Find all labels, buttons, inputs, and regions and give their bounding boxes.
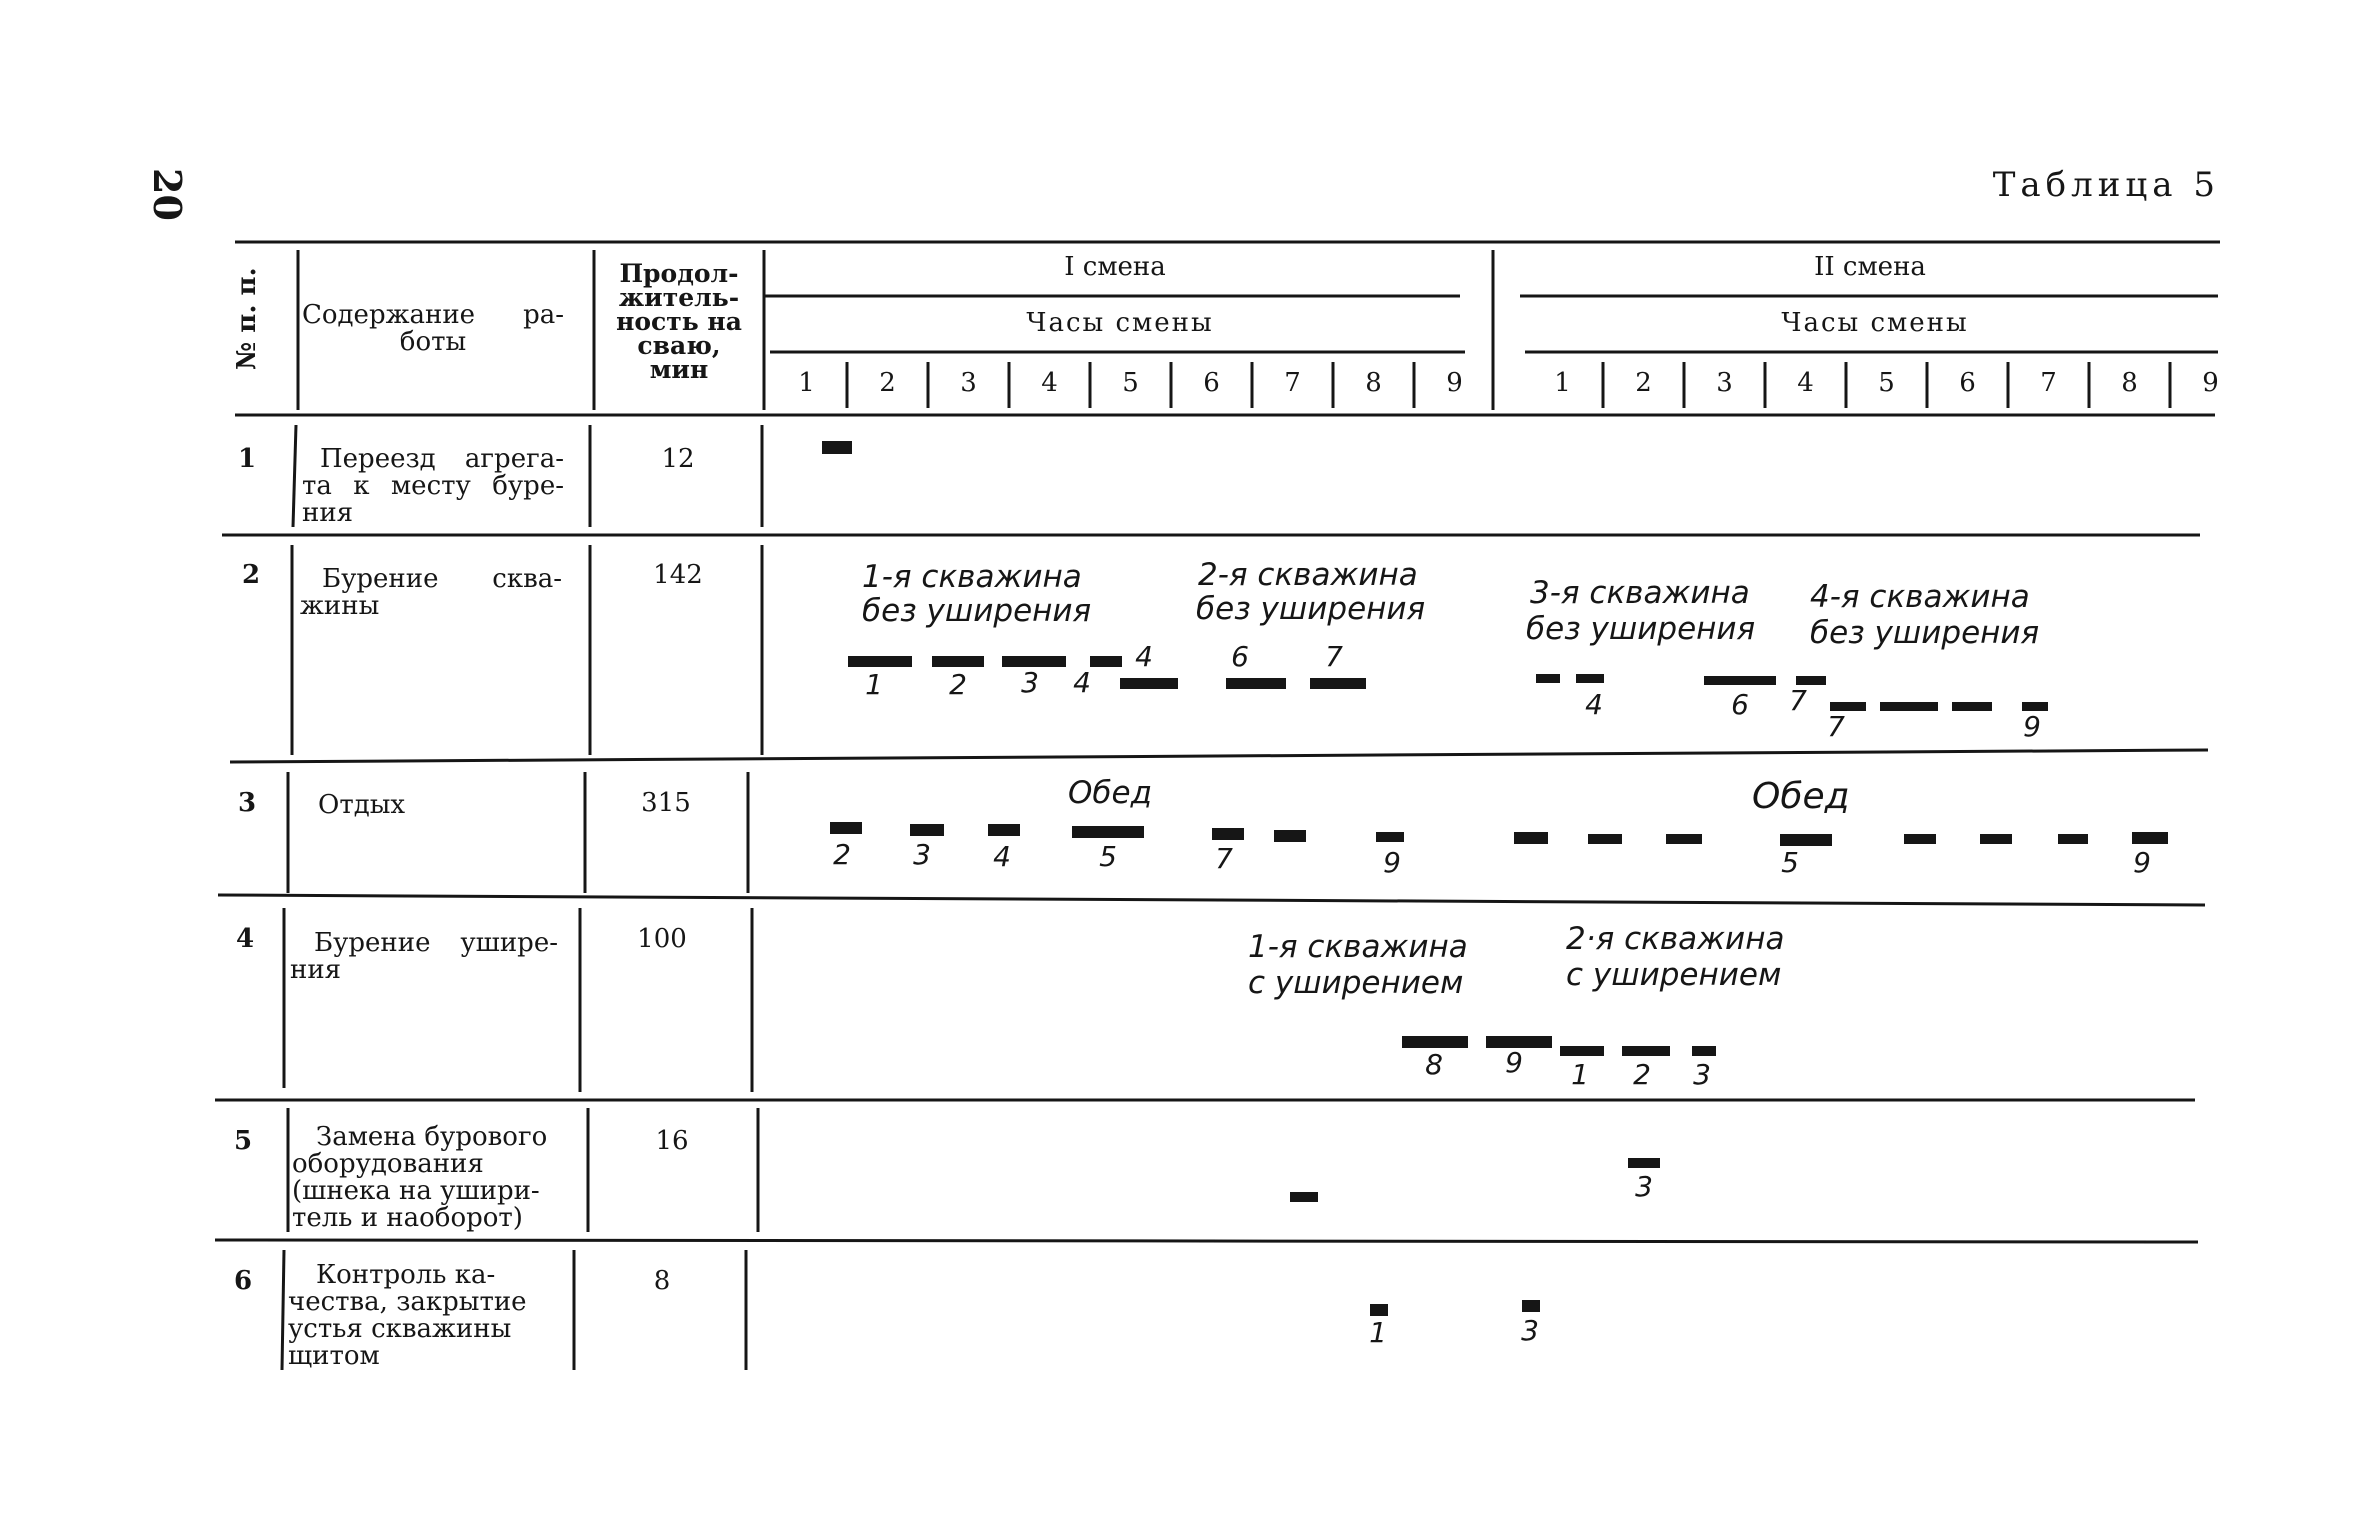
- timeline-bar: [822, 441, 852, 454]
- annotation-with-widening-2: с уширением: [1566, 957, 1782, 993]
- row-4-num: 4: [236, 924, 255, 954]
- hour-cell-shift1-1: 1: [798, 368, 815, 398]
- timeline-bar: [1370, 1304, 1388, 1316]
- timeline-bar: [1666, 834, 1702, 844]
- timeline-mark-r2: 6: [1231, 640, 1249, 673]
- row-3-num: 3: [238, 788, 257, 818]
- timeline-mark-r3: 2: [833, 838, 851, 871]
- hour-cell-shift2-9: 9: [2202, 368, 2219, 398]
- row-6-content-line-3: устья скважины: [288, 1314, 512, 1344]
- timeline-bar: [2058, 834, 2088, 844]
- timeline-bar: [2132, 832, 2168, 844]
- timeline-mark-r2: 7: [1789, 684, 1807, 717]
- annotation-well-3-plain: 3-я скважина: [1530, 575, 1750, 611]
- row-5-content-line-2: оборудования: [292, 1149, 484, 1179]
- hour-cell-shift2-8: 8: [2121, 368, 2138, 398]
- timeline-bar: [1952, 702, 1992, 711]
- row-5-content-line-1: Замена бурового: [316, 1122, 548, 1152]
- timeline-bar: [1514, 832, 1548, 844]
- timeline-mark-r2: 7: [1325, 640, 1343, 673]
- row-4-content-line-2: ния: [290, 955, 342, 985]
- timeline-bar: [1880, 702, 1938, 711]
- row-6-duration: 8: [653, 1266, 671, 1296]
- row-6-content-line-2: чества, закрытие: [288, 1287, 527, 1317]
- timeline-bar: [1274, 830, 1306, 842]
- timeline-bar: [1226, 678, 1286, 689]
- timeline-mark-r2: 2: [949, 668, 967, 701]
- timeline-mark-r2: 4: [1585, 688, 1603, 721]
- hour-cell-shift2-1: 1: [1554, 368, 1571, 398]
- row-1-content: [302, 446, 564, 527]
- annotation-no-widening-4: без уширения: [1810, 615, 2040, 651]
- row-2-content-line-2: жины: [300, 591, 380, 621]
- header-shift-1: I смена: [1064, 252, 1166, 282]
- row-3-content: [318, 792, 558, 819]
- timeline-bar: [1536, 674, 1560, 683]
- row-5-content-line-3: (шнека на ушири-: [292, 1176, 540, 1206]
- timeline-mark-r3: 9: [1383, 846, 1401, 879]
- row-5-content: [292, 1124, 564, 1232]
- timeline-bar: [1290, 1192, 1318, 1202]
- header-duration-line-1: Продол-: [619, 259, 739, 288]
- row-1-content-line-2: та к месту буре-: [302, 471, 564, 501]
- timeline-mark-r2: 3: [1021, 666, 1039, 699]
- header-duration-line-3: ность на: [616, 307, 742, 336]
- row-4-content: [290, 930, 558, 984]
- header-content-line-1: Содержание ра-: [302, 300, 564, 330]
- timeline-mark-r4: 9: [1505, 1046, 1523, 1079]
- timeline-bar: [1576, 674, 1604, 683]
- hour-cell-shift2-6: 6: [1959, 368, 1976, 398]
- header-duration-line-5: мин: [649, 355, 709, 384]
- annotation-well-4-plain: 4-я скважина: [1810, 579, 2030, 615]
- timeline-bar: [1402, 1036, 1468, 1048]
- table-title: Таблица 5: [1992, 165, 2220, 205]
- timeline-bar: [1622, 1046, 1670, 1056]
- hour-cell-shift1-6: 6: [1203, 368, 1220, 398]
- timeline-mark-r3: 5: [1099, 840, 1117, 873]
- timeline-mark-r5: 3: [1635, 1170, 1653, 1203]
- row-2-content-line-1: Бурение сква-: [322, 564, 562, 594]
- row-5-num: 5: [234, 1126, 253, 1156]
- annotation-no-widening-2: без уширения: [1196, 591, 1426, 627]
- header-hours-label-2: Часы смены: [1781, 308, 1969, 338]
- annotation-no-widening-1: без уширения: [862, 593, 1092, 629]
- timeline-mark-r3: 5: [1781, 846, 1799, 879]
- timeline-mark-r2: 7: [1827, 710, 1845, 743]
- hour-cell-shift2-2: 2: [1635, 368, 1652, 398]
- header-num: № п. п.: [232, 267, 262, 370]
- timeline-bar: [1560, 1046, 1604, 1056]
- row-4-duration: 100: [637, 924, 687, 954]
- hour-cell-shift2-5: 5: [1878, 368, 1895, 398]
- timeline-bar: [988, 824, 1020, 836]
- header-duration-line-2: житель-: [618, 283, 740, 312]
- row-6-num: 6: [234, 1266, 253, 1296]
- row-6-content-line-4: щитом: [288, 1341, 380, 1371]
- timeline-mark-r3: 4: [993, 840, 1011, 873]
- row-5-content-line-4: тель и наоборот): [292, 1203, 523, 1233]
- timeline-bar: [1072, 826, 1144, 838]
- timeline-mark-r4: 3: [1693, 1058, 1711, 1091]
- timeline-bar: [1704, 676, 1776, 685]
- timeline-bar: [848, 656, 912, 667]
- timeline-mark-r6: 3: [1521, 1314, 1539, 1347]
- row-1-content-line-3: ния: [302, 498, 354, 528]
- timeline-bar: [830, 822, 862, 834]
- row-5-duration: 16: [655, 1126, 689, 1156]
- page-number: 20: [145, 168, 190, 221]
- header-duration-line-4: сваю,: [637, 331, 721, 360]
- row-rule-3: [218, 895, 2205, 905]
- row-rule-5: [215, 1240, 2198, 1242]
- hour-cell-shift1-3: 3: [960, 368, 977, 398]
- row-1-duration: 12: [661, 444, 695, 474]
- hour-cell-shift1-8: 8: [1365, 368, 1382, 398]
- annotation-lunch-2: Обед: [1752, 776, 1850, 817]
- row6-col-rule-a: [282, 1250, 284, 1370]
- timeline-bar: [910, 824, 944, 836]
- row-2-num: 2: [242, 560, 261, 590]
- timeline-bar: [1980, 834, 2012, 844]
- hour-cell-shift1-5: 5: [1122, 368, 1139, 398]
- hour-cell-shift2-3: 3: [1716, 368, 1733, 398]
- timeline-bar: [1310, 678, 1366, 689]
- annotation-lunch-1: Обед: [1068, 775, 1153, 811]
- hour-cell-shift1-9: 9: [1446, 368, 1463, 398]
- row1-col-rule-a: [293, 425, 296, 527]
- timeline-bar: [1120, 678, 1178, 689]
- row-3-duration: 315: [641, 788, 691, 818]
- header-duration: [600, 259, 758, 384]
- timeline-bar: [1212, 828, 1244, 840]
- timeline-bar: [1904, 834, 1936, 844]
- row-4-content-line-1: Бурение ушире-: [314, 928, 558, 958]
- hour-cell-shift1-4: 4: [1041, 368, 1058, 398]
- row-rule-2: [230, 750, 2208, 762]
- timeline-bar: [1522, 1300, 1540, 1312]
- annotation-well-2-wide: 2·я скважина: [1566, 921, 1785, 957]
- timeline-mark-r4: 8: [1425, 1048, 1443, 1081]
- row-2-content: [300, 566, 562, 620]
- hour-cell-shift2-7: 7: [2040, 368, 2057, 398]
- row-3-content-line-1: Отдых: [318, 790, 406, 820]
- timeline-bar: [1588, 834, 1622, 844]
- row-1-content-line-1: Переезд агрега-: [320, 444, 564, 474]
- timeline-bar: [1780, 834, 1832, 846]
- annotation-with-widening-1: с уширением: [1248, 965, 1464, 1001]
- header-content-line-2: боты: [399, 327, 467, 357]
- timeline-mark-r6: 1: [1369, 1316, 1387, 1349]
- timeline-mark-r3: 7: [1215, 842, 1233, 875]
- timeline-bar: [932, 656, 984, 667]
- timeline-mark-r2: 4: [1135, 640, 1153, 673]
- timeline-mark-r4: 2: [1633, 1058, 1651, 1091]
- timeline-mark-r2: 1: [865, 668, 883, 701]
- header-content: [302, 302, 564, 356]
- annotation-well-1-plain: 1-я скважина: [862, 559, 1082, 595]
- header-hours-label-1: Часы смены: [1026, 308, 1214, 338]
- timeline-mark-r2: 9: [2023, 710, 2041, 743]
- timeline-mark-r4: 1: [1571, 1058, 1589, 1091]
- timeline-mark-r3: 9: [2133, 846, 2151, 879]
- hour-cell-shift1-2: 2: [879, 368, 896, 398]
- timeline-mark-r2: 4: [1073, 666, 1091, 699]
- row-6-content-line-1: Контроль ка-: [316, 1260, 496, 1290]
- timeline-bar: [1376, 832, 1404, 842]
- hour-cell-shift1-7: 7: [1284, 368, 1301, 398]
- hour-cell-shift2-4: 4: [1797, 368, 1814, 398]
- timeline-bar: [1692, 1046, 1716, 1056]
- timeline-mark-r2: 6: [1731, 688, 1749, 721]
- annotation-well-1-wide: 1-я скважина: [1248, 929, 1468, 965]
- header-shift-2: II смена: [1814, 252, 1926, 282]
- row-2-duration: 142: [653, 560, 703, 590]
- row-1-num: 1: [238, 444, 257, 474]
- row-6-content: [288, 1262, 558, 1370]
- annotation-well-2-plain: 2-я скважина: [1198, 557, 1418, 593]
- annotation-no-widening-3: без уширения: [1526, 611, 1756, 647]
- timeline-mark-r3: 3: [913, 838, 931, 871]
- timeline-bar: [1628, 1158, 1660, 1168]
